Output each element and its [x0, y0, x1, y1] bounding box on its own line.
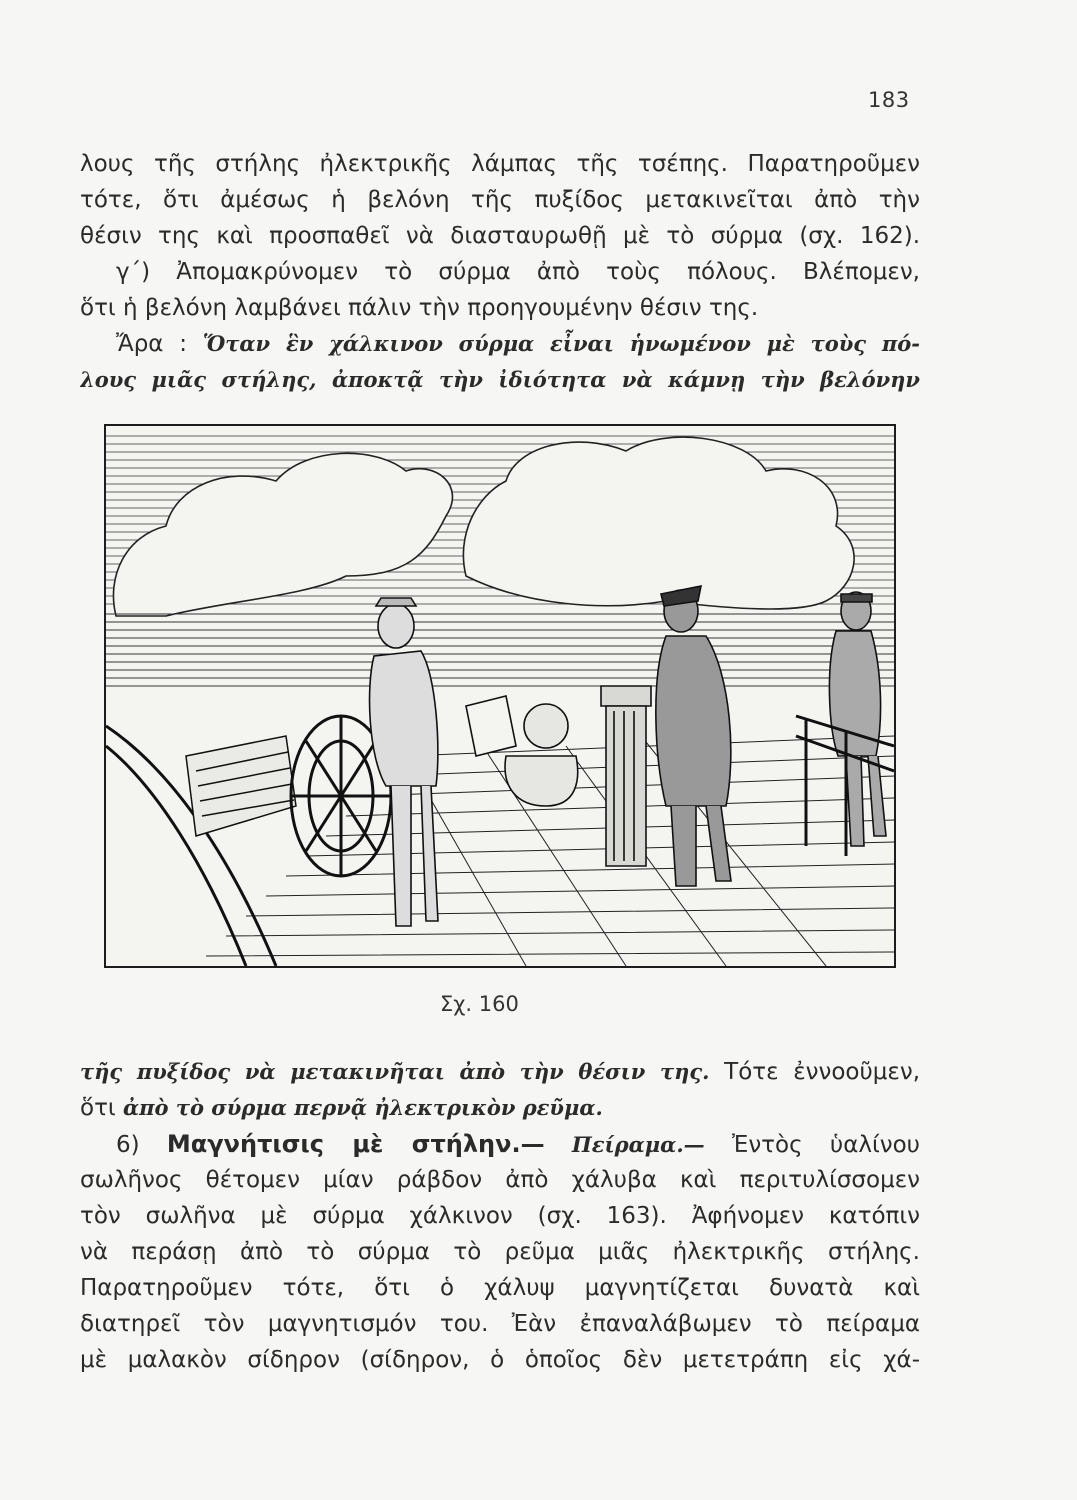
ship-bridge-illustration	[106, 426, 894, 966]
ara-prefix: Ἄρα :	[116, 331, 203, 357]
page-number: 183	[868, 88, 910, 112]
text-line: γ΄) Ἀπομακρύνομεν τὸ σύρμα ἀπὸ τοὺς πόλους. Βλέπομεν,	[116, 259, 920, 285]
text-line: ὅτι ἡ βελόνη λαμβάνει πάλιν τὴν προηγουμένην θέσιν της.	[80, 295, 759, 321]
text-line: σωλῆνος θέτομεν μίαν ράβδον ἀπὸ χάλυβα καὶ περιτυλίσσομεν	[80, 1167, 920, 1193]
text-line: τὸν σωλῆνα μὲ σύρμα χάλκινον (σχ. 163). Ἀφήνομεν κατόπιν	[80, 1203, 920, 1229]
text-line: νὰ περάσῃ ἀπὸ τὸ σύρμα τὸ ρεῦμα μιᾶς ἠλεκτρικῆς στήλης.	[80, 1239, 920, 1265]
bottom-paragraph	[80, 1054, 920, 1378]
text-line	[80, 1090, 920, 1126]
text-line	[80, 1054, 920, 1090]
figure-ship-bridge	[104, 424, 896, 968]
section-heading: Μαγνήτισις μὲ στήλην.—	[166, 1130, 545, 1158]
line2-bold: ἀπὸ τὸ σύρμα περνᾷ ἠλεκτρικὸν ρεῦμα.	[123, 1095, 603, 1120]
conclusion-bold: Ὅταν ἓν χάλκινον σύρμα εἶναι ἡνωμένον μὲ τοὺς πό-	[202, 331, 920, 356]
top-paragraph	[80, 146, 920, 398]
figure-caption: Σχ. 160	[440, 992, 519, 1016]
continuation-bold: τῆς πυξίδος νὰ μετακινῆται ἀπὸ τὴν θέσιν της.	[80, 1059, 710, 1084]
section-number: 6)	[116, 1132, 167, 1158]
conclusion-line	[80, 326, 920, 362]
text-line: διατηρεῖ τὸν μαγνητισμόν του. Ἐὰν ἐπαναλάβωμεν τὸ πείραμα	[80, 1311, 920, 1337]
section-heading-rest: Ἐντὸς ὑαλίνου	[704, 1132, 920, 1158]
text-line: λους τῆς στήλης ἠλεκτρικῆς λάμπας τῆς τσέπης. Παρατηροῦμεν	[80, 151, 920, 177]
section-heading-line	[80, 1126, 920, 1162]
officer-figure	[656, 586, 731, 886]
text-line: θέσιν της καὶ προσπαθεῖ νὰ διασταυρωθῇ μὲ τὸ σύρμα (σχ. 162).	[80, 223, 920, 249]
text-line: τότε, ὅτι ἀμέσως ἡ βελόνη τῆς πυξίδος μετακινεῖται ἀπὸ τὴν	[80, 187, 920, 213]
text-line: Παρατηροῦμεν τότε, ὅτι ὁ χάλυψ μαγνητίζεται δυνατὰ καὶ	[80, 1275, 920, 1301]
clouds	[113, 437, 854, 616]
helmsman-figure	[370, 598, 438, 926]
sea	[106, 614, 894, 686]
continuation-rest: Τότε ἐννοοῦμεν,	[709, 1059, 920, 1085]
text-line: μὲ μαλακὸν σίδηρον (σίδηρον, ὁ ὁποῖος δὲν μετετράπη εἰς χά-	[80, 1347, 920, 1373]
deck-hatch	[186, 736, 296, 836]
conclusion-bold-line: λους μιᾶς στήλης, ἀποκτᾷ τὴν ἰδιότητα νὰ κάμνῃ τὴν βελόνην	[80, 367, 920, 392]
experiment-label: Πείραμα.—	[544, 1132, 705, 1157]
line2-prefix: ὅτι	[80, 1095, 124, 1121]
pedestal	[601, 686, 651, 866]
